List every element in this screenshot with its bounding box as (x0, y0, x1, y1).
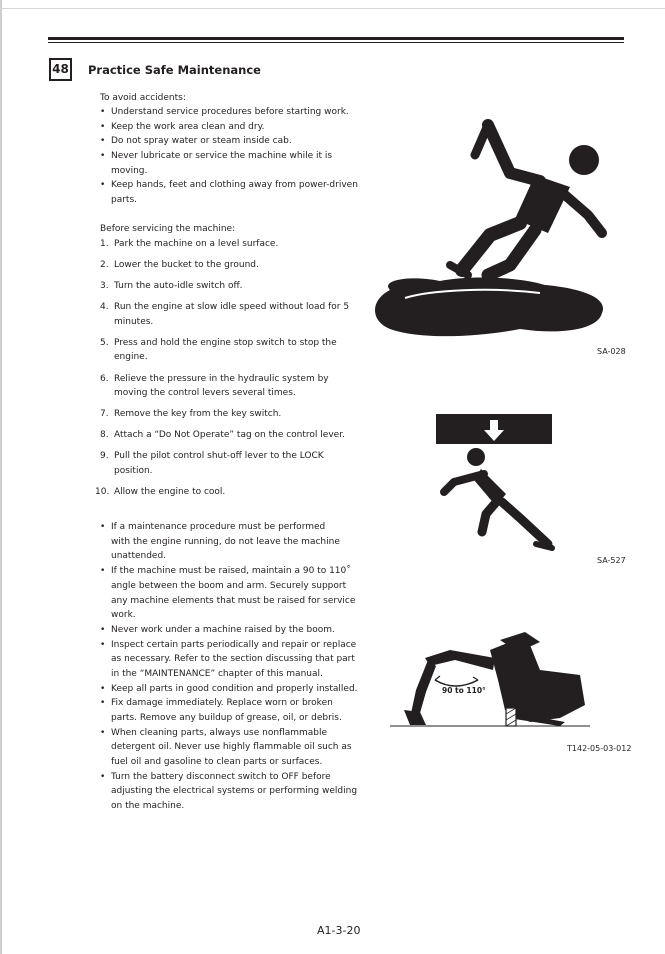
step-number: 9. (100, 451, 109, 461)
step-text: Attach a “Do Not Operate” tag on the control lever. (114, 430, 345, 440)
intro-text: To avoid accidents: (100, 93, 186, 103)
figure-caption: SA-028 (597, 347, 626, 356)
step-text: Run the engine at slow idle speed without load for 5 (114, 302, 350, 312)
figure-caption: T142-05-03-012 (567, 744, 632, 753)
note-line: unattended. (111, 551, 167, 561)
step-text: Remove the key from the key switch. (114, 409, 282, 419)
page-border-top (0, 0, 665, 9)
section-title: Practice Safe Maintenance (88, 63, 261, 77)
avoid-item-cont: parts. (111, 195, 138, 205)
note-line: If the machine must be raised, maintain a 90 to 110˚ (111, 566, 351, 576)
raised-machine-illustration (390, 630, 590, 730)
note-line: on the machine. (111, 801, 185, 811)
step-number: 2. (100, 260, 109, 270)
bullet-dot: • (100, 772, 106, 782)
step-number: 6. (100, 374, 109, 384)
step-text: Relieve the pressure in the hydraulic system by (114, 374, 329, 384)
slip-hazard-illustration (370, 115, 610, 345)
avoid-item: Never lubricate or service the machine while it is (111, 151, 333, 161)
note-line: adjusting the electrical systems or performing welding (111, 786, 358, 796)
bullet-dot: • (100, 698, 106, 708)
crush-hazard-illustration (436, 414, 556, 554)
step-text: Allow the engine to cool. (114, 487, 226, 497)
before-heading: Before servicing the machine: (100, 224, 236, 234)
step-number: 8. (100, 430, 109, 440)
note-line: When cleaning parts, always use nonflammable (111, 728, 328, 738)
bullet-dot: • (100, 684, 106, 694)
step-text: Press and hold the engine stop switch to stop the (114, 338, 337, 348)
arm (410, 660, 436, 720)
step-text-cont: minutes. (114, 317, 154, 327)
bullet-dot: • (100, 136, 106, 146)
step-number: 1. (100, 239, 109, 249)
note-line: as necessary. Refer to the section discussing that part (111, 654, 355, 664)
bullet-dot: • (100, 728, 106, 738)
step-number: 7. (100, 409, 109, 419)
figure-head (569, 145, 599, 175)
step-text-cont: moving the control levers several times. (114, 388, 296, 398)
step-text: Pull the pilot control shut-off lever to the LOCK (114, 451, 324, 461)
bullet-dot: • (100, 625, 106, 635)
note-line: parts. Remove any buildup of grease, oil, or debris. (111, 713, 342, 723)
note-line: If a maintenance procedure must be performed (111, 522, 326, 532)
step-number: 3. (100, 281, 109, 291)
avoid-item: Do not spray water or steam inside cab. (111, 136, 292, 146)
note-line: with the engine running, do not leave the machine (111, 537, 340, 547)
bullet-dot: • (100, 640, 106, 650)
step-text: Lower the bucket to the ground. (114, 260, 259, 270)
note-line: any machine elements that must be raised for service (111, 596, 356, 606)
step-text-cont: engine. (114, 352, 148, 362)
note-line: Fix damage immediately. Replace worn or broken (111, 698, 333, 708)
avoid-item: Understand service procedures before starting work. (111, 107, 349, 117)
step-text: Turn the auto-idle switch off. (114, 281, 243, 291)
section-number: 48 (49, 58, 72, 81)
note-line: work. (111, 610, 136, 620)
step-number: 10. (95, 487, 110, 497)
bullet-dot: • (100, 122, 106, 132)
figure-caption: SA-527 (597, 556, 626, 565)
bullet-dot: • (100, 107, 106, 117)
bullet-dot: • (100, 522, 106, 532)
bullet-dot: • (100, 180, 106, 190)
angle-label: 90 to 110° (442, 686, 486, 695)
page-border-left (0, 0, 2, 954)
page-number: A1-3-20 (317, 924, 361, 937)
bullet-dot: • (100, 151, 106, 161)
note-line: Turn the battery disconnect switch to OFF before (111, 772, 331, 782)
avoid-item-cont: moving. (111, 166, 148, 176)
step-text-cont: position. (114, 466, 153, 476)
step-text: Park the machine on a level surface. (114, 239, 279, 249)
step-number: 5. (100, 338, 109, 348)
header-rule-thick (48, 37, 624, 40)
avoid-item: Keep hands, feet and clothing away from power-driven (111, 180, 358, 190)
note-line: in the “MAINTENANCE” chapter of this manual. (111, 669, 323, 679)
bullet-dot: • (100, 566, 106, 576)
note-line: Keep all parts in good condition and properly installed. (111, 684, 358, 694)
note-line: Inspect certain parts periodically and repair or replace (111, 640, 357, 650)
header-rule-thin (48, 42, 624, 43)
note-line: angle between the boom and arm. Securely support (111, 581, 347, 591)
avoid-item: Keep the work area clean and dry. (111, 122, 265, 132)
machine-body (490, 640, 585, 722)
oil-puddle (375, 278, 603, 337)
note-line: Never work under a machine raised by the boom. (111, 625, 335, 635)
note-line: fuel oil and gasoline to clean parts or surfaces. (111, 757, 323, 767)
note-line: detergent oil. Never use highly flammable oil such as (111, 742, 352, 752)
step-number: 4. (100, 302, 109, 312)
